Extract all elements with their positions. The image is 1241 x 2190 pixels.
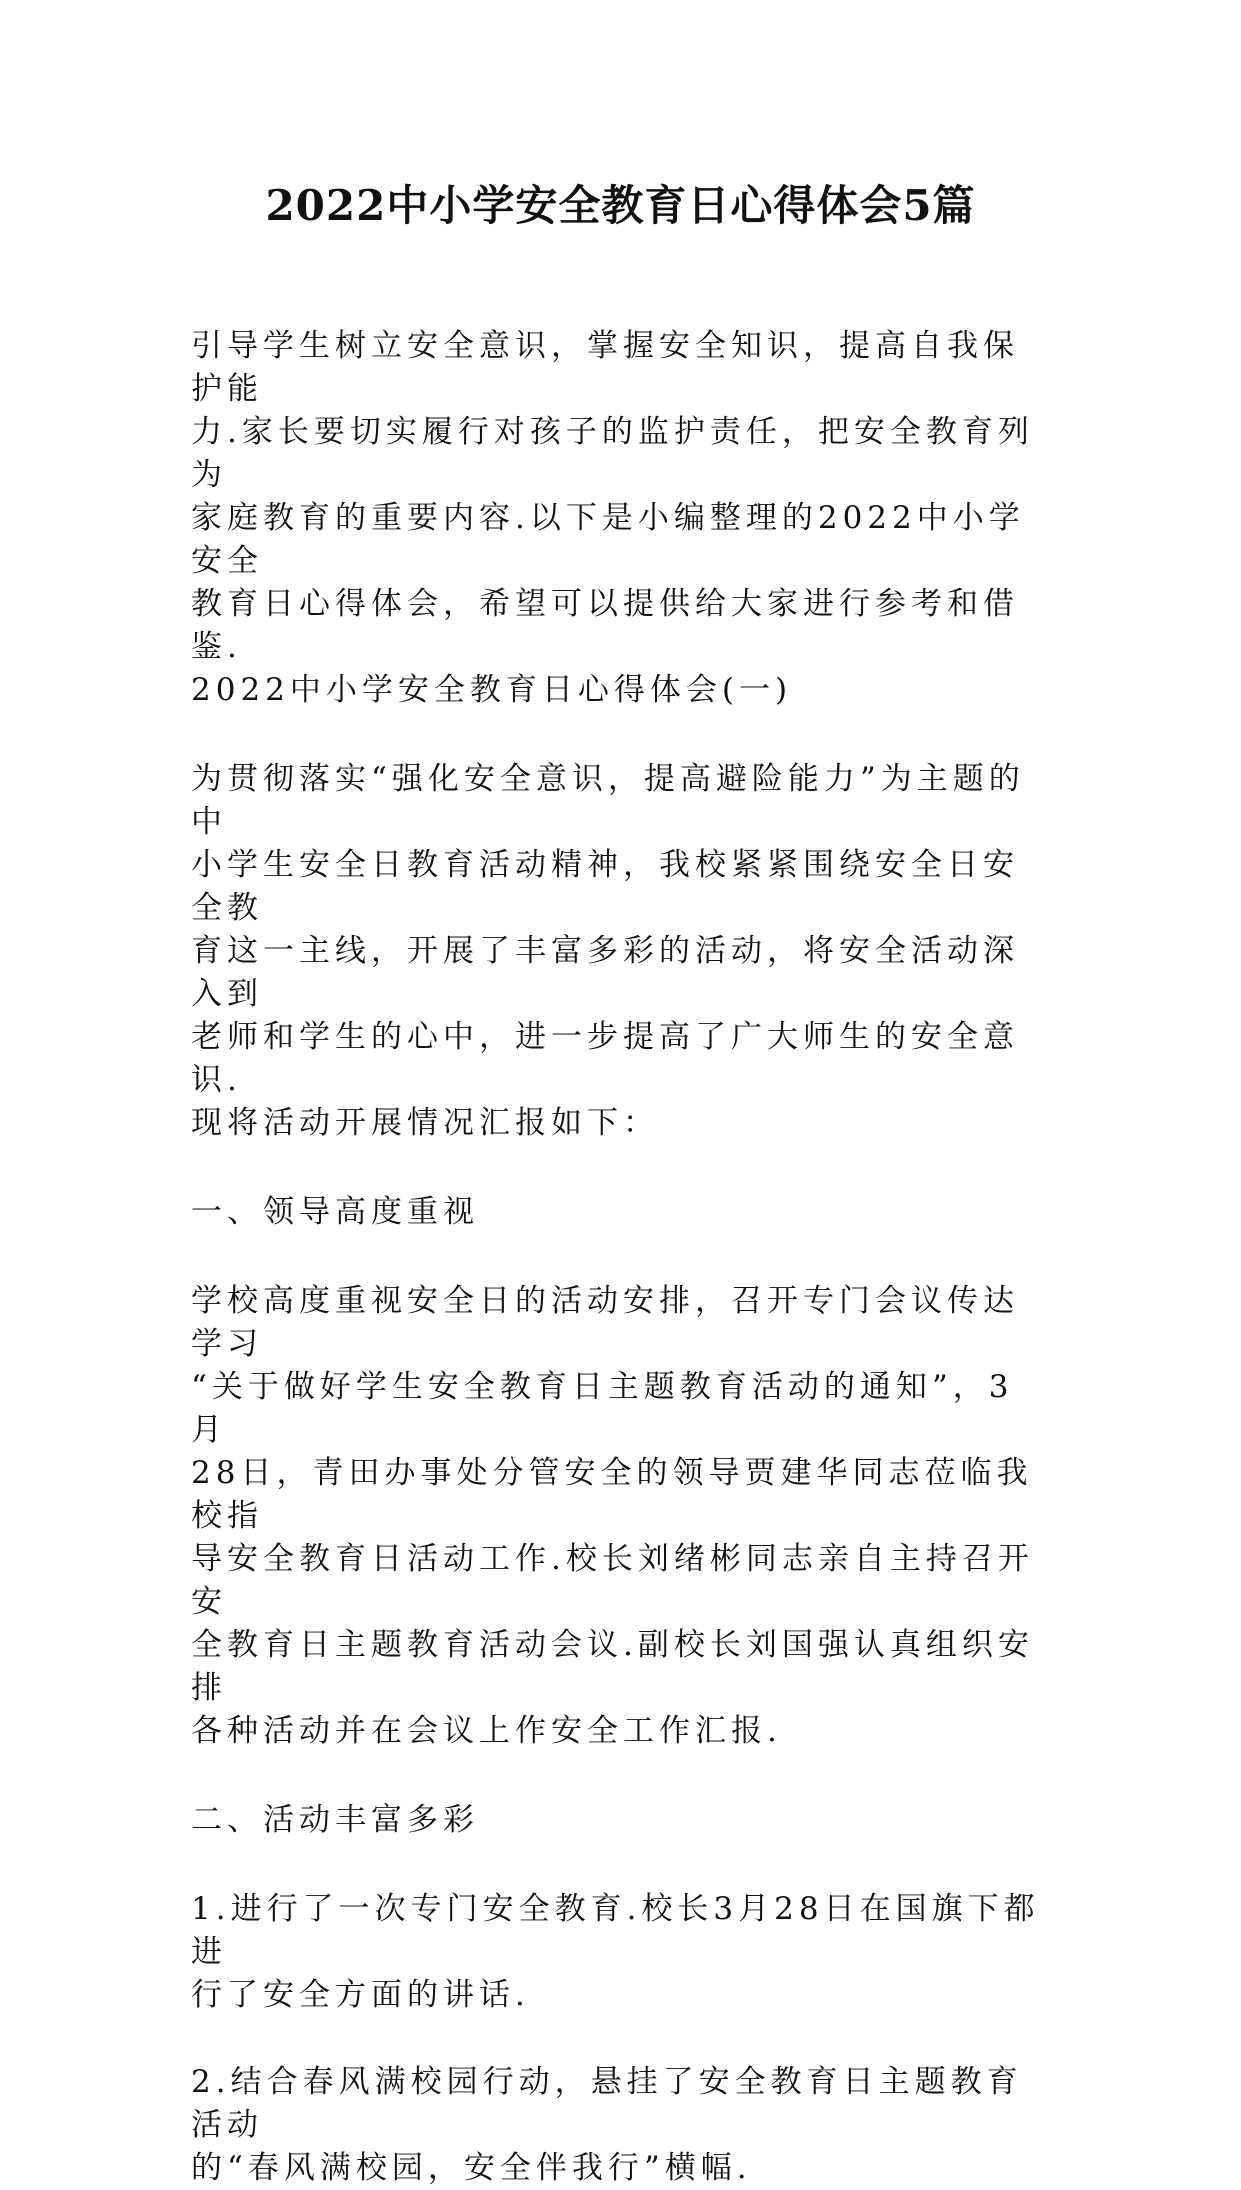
- activity-item-1: 1.进行了一次专门安全教育.校长3月28日在国旗下都进 行了安全方面的讲话.: [191, 1891, 1040, 2013]
- intro-paragraph: 引导学生树立安全意识，掌握安全知识，提高自我保护能 力.家长要切实履行对孩子的监护责任，把安全教育列为 家庭教育的重要内容.以下是小编整理的2022中小学安全 教育日心得体会，希望可以提供给大家进行参考和借鉴. 2022中小学安全教育日心得体会(一): [191, 328, 1034, 708]
- leadership-paragraph: 学校高度重视安全日的活动安排，召开专门会议传达学习 “关于做好学生安全教育日主题教育活动的通知”，3月 28日，青田办事处分管安全的领导贾建华同志莅临我校指 导安全教育日活动工作.校长刘绪彬同志亲自主持召开安 全教育日主题教育活动会议.副校长刘国强认真组织安排 各种活动并在会议上作安全工作汇报.: [191, 1283, 1034, 1749]
- section-heading-activities: 二、活动丰富多彩: [191, 1802, 479, 1838]
- background-paragraph: 为贯彻落实“强化安全意识，提高避险能力”为主题的中 小学生安全日教育活动精神，我校紧紧围绕安全日安全教 育这一主线，开展了丰富多彩的活动，将安全活动深入到 老师和学生的心中，进一步提高了广大师生的安全意识. 现将活动开展情况汇报如下：: [191, 761, 1025, 1141]
- section-heading-leadership: 一、领导高度重视: [191, 1194, 479, 1230]
- document-title: 2022中小学安全教育日心得体会5篇: [265, 181, 976, 230]
- activity-item-2: 2.结合春风满校园行动，悬挂了安全教育日主题教育活动 的“春风满校园，安全伴我行”横幅.: [191, 2064, 1023, 2186]
- document-body: [191, 325, 1041, 2190]
